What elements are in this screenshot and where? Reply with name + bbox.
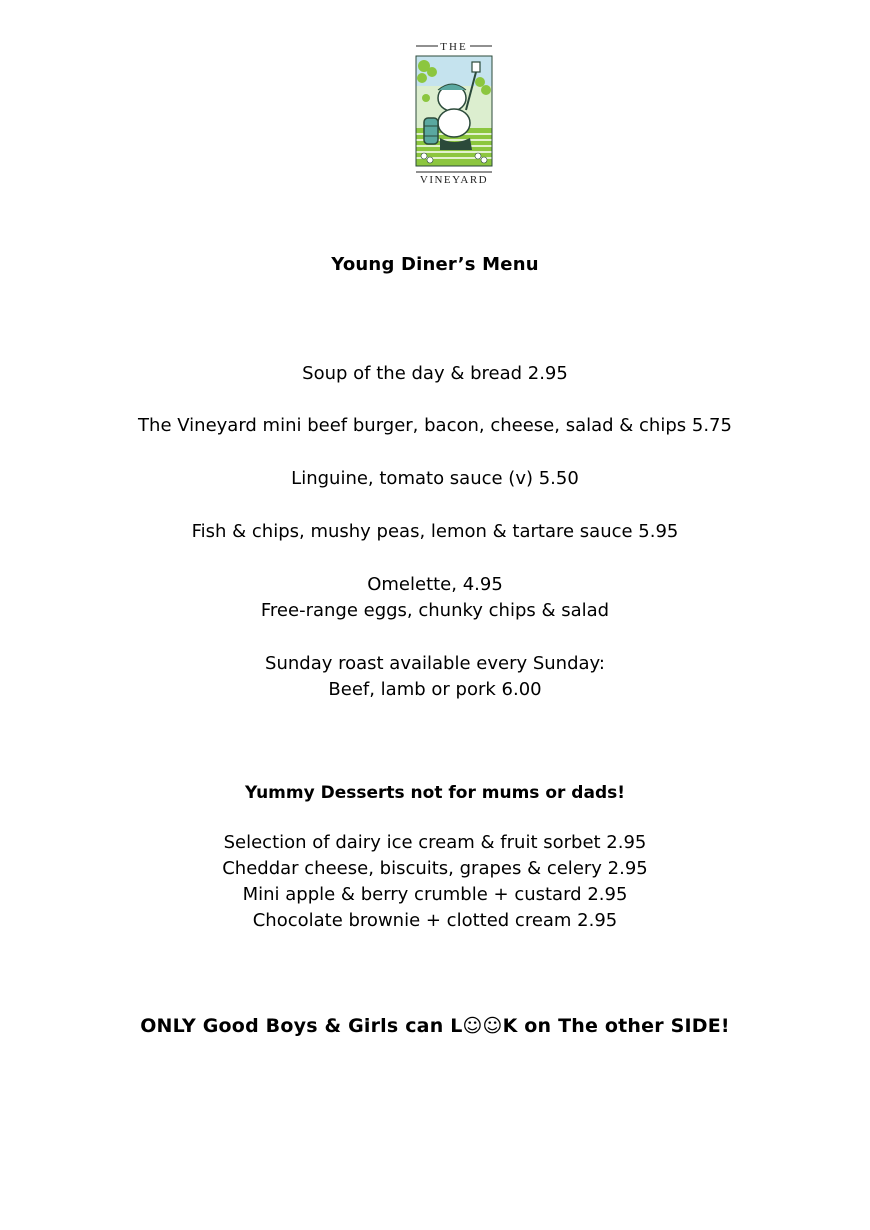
menu-item-omelette-detail: Free-range eggs, chunky chips & salad (260, 600, 610, 621)
bacchus-cherub-on-barrel-icon (410, 38, 498, 183)
logo-top-text: THE (440, 41, 468, 53)
dessert-item-brownie: Chocolate brownie + clotted cream 2.95 (252, 910, 618, 931)
dessert-item-ice-cream: Selection of dairy ice cream & fruit sorbet 2.95 (223, 832, 647, 853)
menu-item-burger: The Vineyard mini beef burger, bacon, cheese, salad & chips 5.75 (138, 415, 732, 436)
footer-note: ONLY Good Boys & Girls can L☺☺K on The other SIDE! (140, 1015, 730, 1037)
dessert-item-cheese: Cheddar cheese, biscuits, grapes & celery 2.95 (222, 858, 648, 879)
desserts-heading: Yummy Desserts not for mums or dads! (245, 783, 625, 803)
menu-item-fish-chips: Fish & chips, mushy peas, lemon & tartare sauce 5.95 (191, 521, 679, 542)
menu-item-sunday-roast-detail: Beef, lamb or pork 6.00 (328, 679, 542, 700)
menu-item-sunday-roast: Sunday roast available every Sunday: (265, 653, 605, 674)
dessert-item-crumble: Mini apple & berry crumble + custard 2.95 (242, 884, 628, 905)
menu-item-linguine: Linguine, tomato sauce (v) 5.50 (291, 468, 579, 489)
menu-item-omelette: Omelette, 4.95 (367, 574, 503, 595)
vineyard-logo (410, 38, 498, 183)
menu-item-soup: Soup of the day & bread 2.95 (302, 363, 568, 384)
logo-bottom-text: VINEYARD (419, 174, 489, 183)
menu-title: Young Diner’s Menu (331, 254, 539, 275)
